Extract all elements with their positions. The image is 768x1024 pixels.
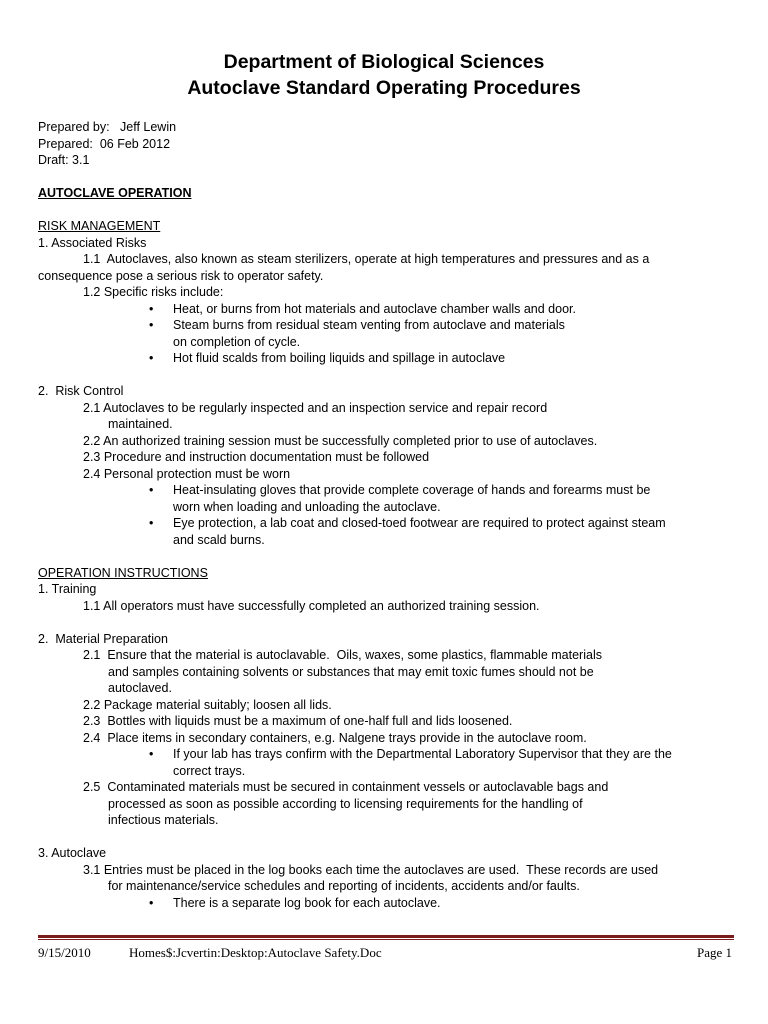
risk-2-2: 2.2 An authorized training session must be successfully completed prior to use of autoclaves.: [83, 433, 598, 448]
draft-version: Draft: 3.1: [38, 153, 90, 167]
bullet-steam-burns-cont: on completion of cycle.: [173, 334, 301, 349]
ops-1-1: 1.1 All operators must have successfully completed an authorized training session.: [83, 598, 540, 613]
bullet-glyph: •: [149, 483, 154, 497]
ops-2-5-line3: infectious materials.: [108, 813, 219, 827]
prepared-date: Prepared: 06 Feb 2012: [38, 136, 171, 151]
bullet-glyph: •: [149, 318, 154, 332]
section-heading: AUTOCLAVE OPERATION: [38, 186, 192, 200]
ops-3-1-line2: for maintenance/service schedules and reporting of incidents, accidents and/or faults.: [108, 879, 580, 893]
ops-item-1: 1. Training: [38, 582, 97, 596]
bullet-glyph: •: [149, 351, 154, 365]
risk-1-1-line2: consequence pose a serious risk to operator safety.: [38, 268, 324, 283]
operation-instructions-heading: OPERATION INSTRUCTIONS: [38, 565, 208, 580]
ops-item-2: 2. Material Preparation: [38, 631, 168, 646]
bullet-gloves-cont: worn when loading and unloading the autoclave.: [173, 499, 441, 514]
risk-1-2: 1.2 Specific risks include:: [83, 285, 224, 299]
ops-2-2: 2.2 Package material suitably; loosen all lids.: [83, 697, 332, 712]
bullet-glyph: •: [149, 895, 154, 910]
bullet-glyph: •: [149, 747, 154, 761]
footer-file-path: Homes$:Jcvertin:Desktop:Autoclave Safety.Doc: [129, 945, 382, 960]
risk-1-1-line1: 1.1 Autoclaves, also known as steam sterilizers, operate at high temperatures and pressures and as a: [83, 252, 650, 266]
ops-item-3: 3. Autoclave: [38, 846, 107, 860]
footer-page-number: Page 1: [696, 945, 732, 960]
bullet-trays-cont: correct trays.: [173, 763, 246, 778]
ops-3-1-line1: 3.1 Entries must be placed in the log books each time the autoclaves are used. These records are used: [83, 862, 659, 877]
bullet-log-book: • There is a separate log book for each autoclave.: [149, 895, 441, 910]
bullet-glyph: •: [149, 301, 154, 316]
ops-2-1-line2: and samples containing solvents or substances that may emit toxic fumes should not be: [108, 664, 594, 679]
risk-item-2: 2. Risk Control: [38, 384, 124, 398]
risk-2-3: 2.3 Procedure and instruction documentation must be followed: [83, 450, 430, 464]
document-title-line2: Autoclave Standard Operating Procedures: [187, 77, 581, 99]
footer-rule-thick: [38, 935, 734, 938]
ops-2-3: 2.3 Bottles with liquids must be a maximum of one-half full and lids loosened.: [83, 714, 513, 728]
risk-2-1-line1: 2.1 Autoclaves to be regularly inspected and an inspection service and repair record: [83, 400, 548, 415]
document-title-line1: Department of Biological Sciences: [223, 51, 545, 73]
footer-rule-thin: [38, 939, 734, 940]
footer-date: 9/15/2010: [38, 945, 91, 960]
ops-2-1-line1: 2.1 Ensure that the material is autoclavable. Oils, waxes, some plastics, flammable materials: [83, 648, 602, 662]
risk-2-1-line2: maintained.: [108, 417, 173, 431]
ops-2-4: 2.4 Place items in secondary containers, e.g. Nalgene trays provide in the autoclave room.: [83, 730, 587, 745]
bullet-heat-burns: • Heat, or burns from hot materials and autoclave chamber walls and door.: [149, 301, 576, 316]
document-body: [38, 119, 738, 911]
bullet-gloves: • Heat-insulating gloves that provide complete coverage of hands and forearms must be: [149, 483, 651, 497]
bullet-trays: • If your lab has trays confirm with the Departmental Laboratory Supervisor that they are the: [149, 747, 672, 761]
risk-management-heading: RISK MANAGEMENT: [38, 219, 161, 233]
bullet-glyph: •: [149, 516, 154, 530]
bullet-eye-protection-cont: and scald burns.: [173, 532, 265, 547]
bullet-steam-burns: • Steam burns from residual steam venting from autoclave and materials: [149, 318, 565, 332]
ops-2-5-line2: processed as soon as possible according to licensing requirements for the handling of: [108, 796, 583, 811]
bullet-eye-protection: • Eye protection, a lab coat and closed-toed footwear are required to protect against steam: [149, 516, 666, 530]
risk-2-4: 2.4 Personal protection must be worn: [83, 466, 291, 481]
prepared-by: Prepared by: Jeff Lewin: [38, 120, 177, 134]
ops-2-1-line3: autoclaved.: [108, 681, 172, 695]
risk-item-1: 1. Associated Risks: [38, 235, 147, 250]
ops-2-5-line1: 2.5 Contaminated materials must be secured in containment vessels or autoclavable bags and: [83, 780, 609, 794]
bullet-hot-fluid: • Hot fluid scalds from boiling liquids and spillage in autoclave: [149, 351, 506, 365]
